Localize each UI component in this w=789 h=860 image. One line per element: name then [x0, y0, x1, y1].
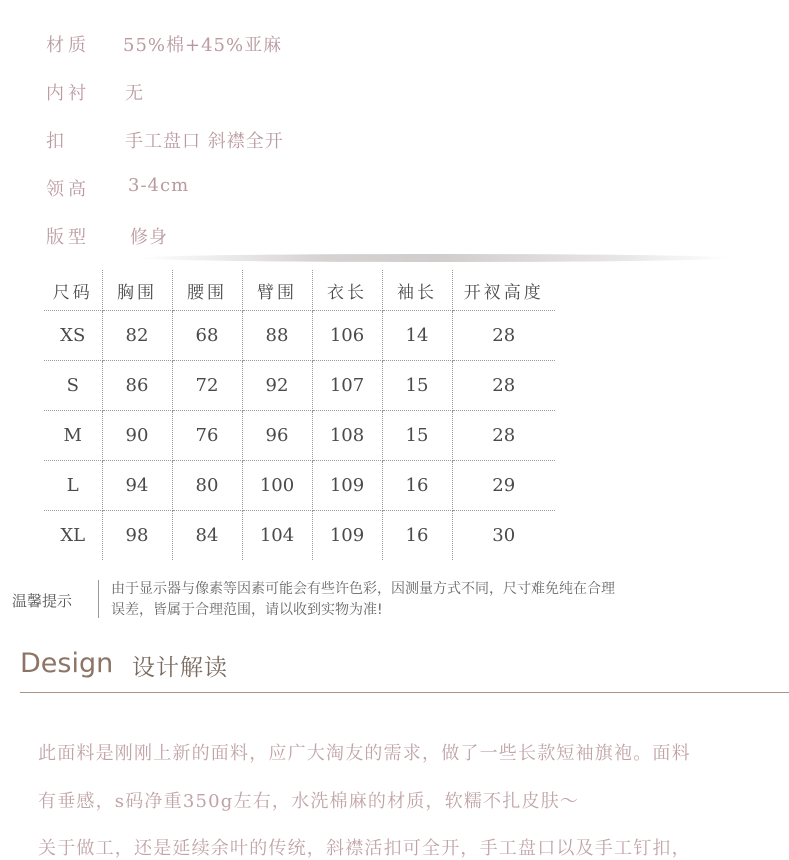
tip-label: 温馨提示	[12, 592, 73, 610]
spec-value: 无	[125, 83, 144, 104]
table-cell: 28	[452, 311, 555, 361]
description-line: 此面料是刚刚上新的面料，应广大淘友的需求，做了一些长款短袖旗袍。面料	[38, 743, 691, 764]
table-header-row	[44, 270, 555, 311]
spec-value: 手工盘口 斜襟全开	[125, 131, 284, 152]
product-spec-list	[0, 0, 789, 262]
table-cell: 96	[242, 411, 312, 461]
table-cell: 16	[382, 511, 452, 561]
table-cell: S	[44, 361, 102, 411]
size-chart-table	[44, 270, 555, 560]
tip-line: 误差，皆属于合理范围，请以收到实物为准!	[111, 602, 383, 618]
spec-label: 领高	[46, 179, 90, 200]
table-cell: 82	[102, 311, 172, 361]
description-line: 关于做工，还是延续余叶的传统，斜襟活扣可全开，手工盘口以及手工钉扣，	[38, 838, 691, 859]
table-row	[44, 361, 555, 411]
header-sleeve: 袖长	[382, 270, 452, 311]
table-cell: 72	[172, 361, 242, 411]
table-cell: 100	[242, 461, 312, 511]
table-cell: 28	[452, 411, 555, 461]
table-row	[44, 461, 555, 511]
spec-label: 材质	[46, 35, 90, 56]
table-cell: 106	[312, 311, 382, 361]
table-cell: 68	[172, 311, 242, 361]
table-cell: 84	[172, 511, 242, 561]
table-cell: 86	[102, 361, 172, 411]
header-size: 尺码	[44, 270, 102, 311]
spec-label: 版型	[46, 227, 90, 248]
table-cell: 109	[312, 511, 382, 561]
design-title: Design	[20, 648, 114, 679]
design-subtitle: 设计解读	[132, 655, 228, 681]
header-waist: 腰围	[172, 270, 242, 311]
table-cell: 80	[172, 461, 242, 511]
header-slit-height: 开衩高度	[452, 270, 555, 311]
spec-value: 修身	[130, 227, 168, 248]
table-cell: 76	[172, 411, 242, 461]
table-cell: 14	[382, 311, 452, 361]
table-cell: XL	[44, 511, 102, 561]
tip-text	[111, 579, 711, 621]
table-cell: M	[44, 411, 102, 461]
table-cell: L	[44, 461, 102, 511]
description-line: 有垂感，s码净重350g左右，水洗棉麻的材质，软糯不扎皮肤～	[38, 791, 580, 812]
table-cell: 104	[242, 511, 312, 561]
table-cell: 15	[382, 361, 452, 411]
table-cell: 109	[312, 461, 382, 511]
table-cell: 29	[452, 461, 555, 511]
table-cell: 94	[102, 461, 172, 511]
table-cell: 30	[452, 511, 555, 561]
table-cell: 16	[382, 461, 452, 511]
table-cell: 98	[102, 511, 172, 561]
header-length: 衣长	[312, 270, 382, 311]
table-row	[44, 411, 555, 461]
table-cell: 88	[242, 311, 312, 361]
table-cell: XS	[44, 311, 102, 361]
table-row	[44, 511, 555, 561]
tip-divider	[98, 580, 99, 618]
table-cell: 90	[102, 411, 172, 461]
table-cell: 28	[452, 361, 555, 411]
tip-line: 由于显示器与像素等因素可能会有些许色彩，因测量方式不同，尺寸难免纯在合理	[111, 581, 615, 597]
header-chest: 胸围	[102, 270, 172, 311]
spec-divider-shadow	[140, 254, 730, 262]
table-cell: 92	[242, 361, 312, 411]
spec-value: 3-4cm	[128, 175, 190, 196]
spec-label: 内衬	[46, 83, 90, 104]
table-row	[44, 311, 555, 361]
design-divider	[20, 692, 789, 693]
header-arm: 臂围	[242, 270, 312, 311]
table-cell: 108	[312, 411, 382, 461]
spec-label: 扣	[46, 131, 68, 152]
table-cell: 107	[312, 361, 382, 411]
table-cell: 15	[382, 411, 452, 461]
spec-value: 55%棉+45%亚麻	[123, 35, 283, 56]
